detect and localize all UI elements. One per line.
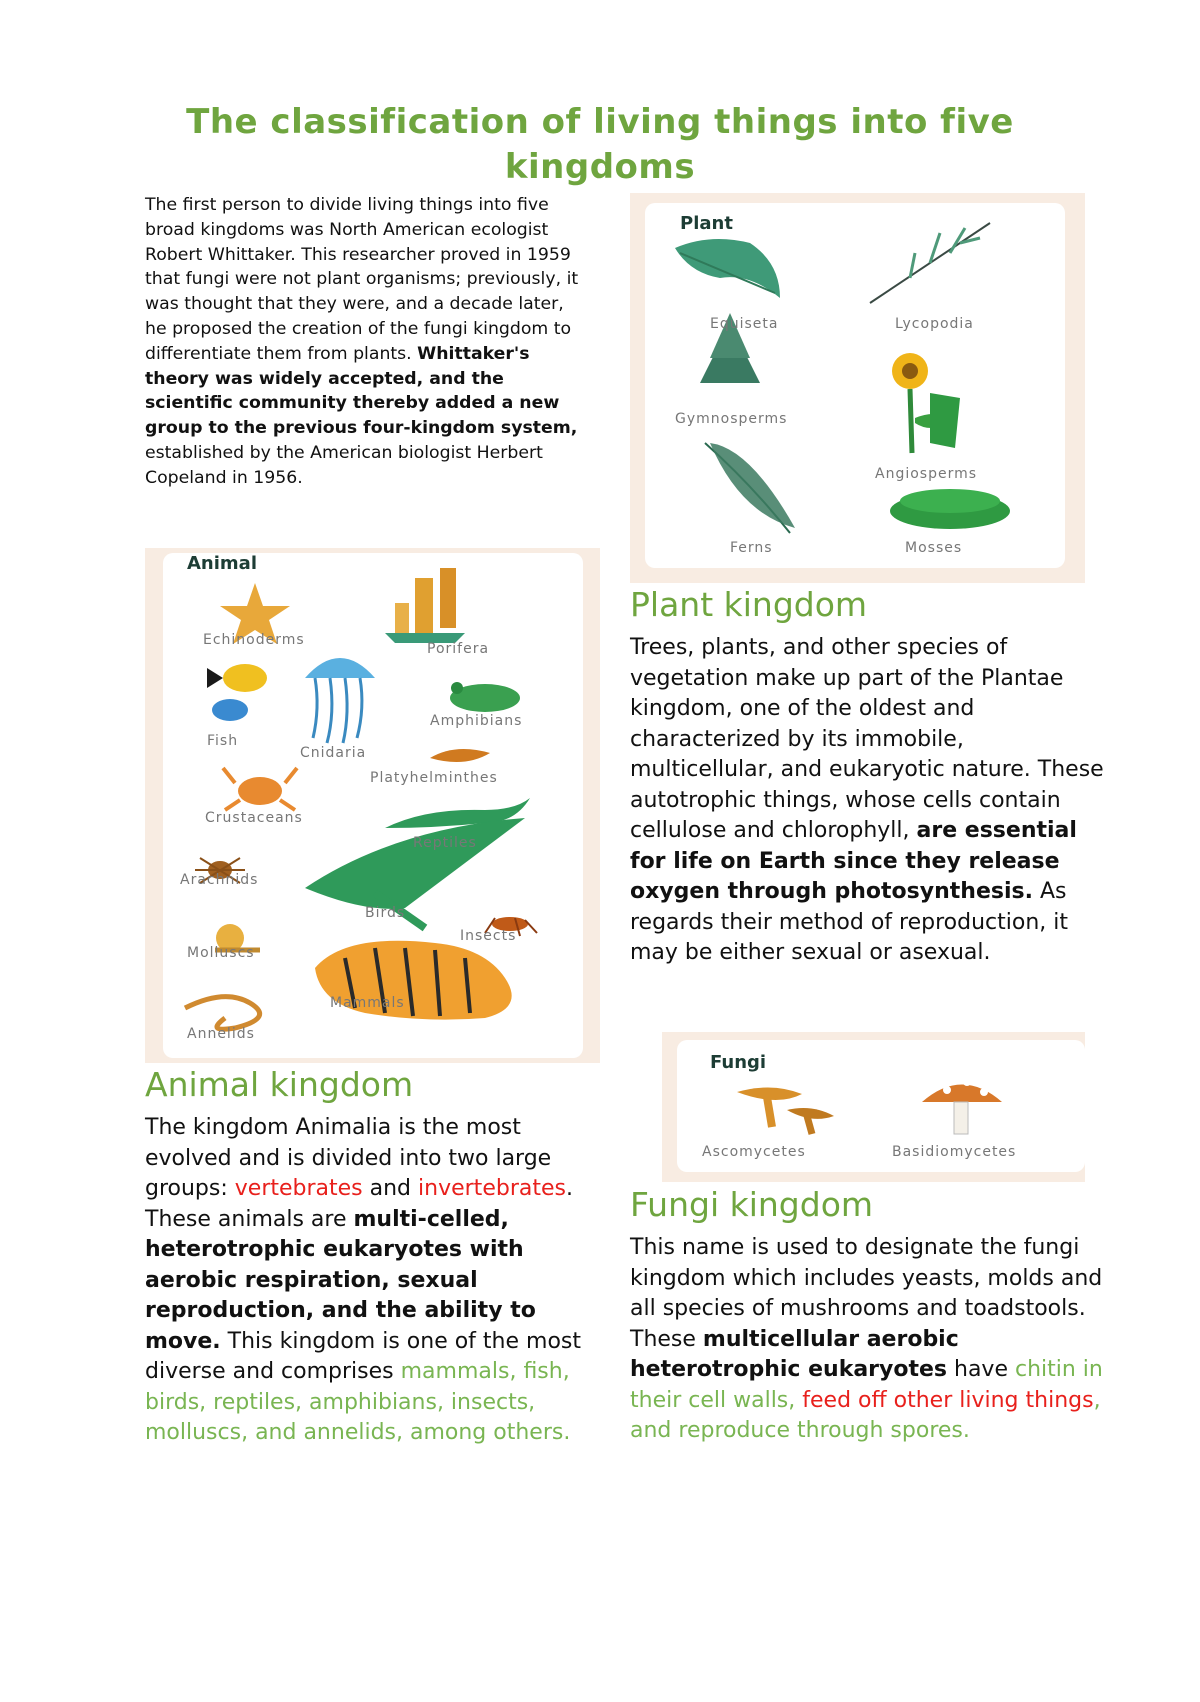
animal-bold-text: multi-celled, heterotrophic eukaryotes with aerobic respiration, sexual reproduction, and the ability to move. xyxy=(145,1206,536,1354)
animal-illustration xyxy=(145,548,600,1063)
fungi-text-1: This name is used to designate the fungi kingdom which includes yeasts, molds and all species of mushrooms and toadstools. These xyxy=(630,1235,1103,1352)
animal-caption-insects: Insects xyxy=(460,928,517,944)
animal-caption-porifera: Porifera xyxy=(427,641,490,657)
fungi-caption-ascomycetes: Ascomycetes xyxy=(702,1144,806,1160)
intro-bold-text: Whittaker's theory was widely accepted, and the scientific community thereby added a new group to the previous four-kingdom system, xyxy=(145,343,578,439)
animal-caption-reptiles: Reptiles xyxy=(413,835,477,851)
plant-illustration xyxy=(630,193,1085,583)
animal-text-3: . These animals are xyxy=(145,1176,573,1232)
fungi-illustration xyxy=(662,1032,1085,1182)
animal-caption-arachnids: Arachnids xyxy=(180,872,259,888)
sponge-icon xyxy=(385,568,465,643)
equiseta-icon xyxy=(675,239,780,298)
animal-caption-cnidaria: Cnidaria xyxy=(300,745,367,761)
plant-panel-label: Plant xyxy=(680,213,733,234)
animal-caption-echinoderms: Echinoderms xyxy=(203,632,305,648)
animal-caption-crustaceans: Crustaceans xyxy=(205,810,303,826)
jellyfish-icon xyxy=(305,658,375,743)
fungi-kingdom-heading: Fungi kingdom xyxy=(630,1185,874,1224)
fungi-caption-basidiomycetes: Basidiomycetes xyxy=(892,1144,1017,1160)
intro-text-2: established by the American biologist Herbert Copeland in 1956. xyxy=(145,442,543,488)
frog-icon xyxy=(450,682,520,712)
intro-text-1: The first person to divide living things into five broad kingdoms was North American ecologist Robert Whittaker. This researcher proved in 1959 that fungi were not plant organisms; previously, it was thought that they were, and a decade later, he proposed the creation of the fungi kingdom to differentiate them from plants. xyxy=(145,195,579,364)
ascomycetes-icon xyxy=(737,1087,834,1134)
plant-caption-gymnosperms: Gymnosperms xyxy=(675,411,788,427)
page-title: The classification of living things into five kingdoms xyxy=(186,102,1014,187)
fungi-text-2: have xyxy=(947,1357,1015,1382)
ferns-icon xyxy=(705,443,795,533)
animal-panel-label: Animal xyxy=(187,553,257,574)
animal-text-2: and xyxy=(362,1176,419,1201)
plant-text-2: As regards their method of reproduction, it may be either sexual or asexual. xyxy=(630,879,1068,965)
invertebrates-text: invertebrates xyxy=(418,1176,566,1201)
animal-illustration-art xyxy=(145,548,600,1063)
worm-icon xyxy=(185,997,260,1030)
plant-caption-mosses: Mosses xyxy=(905,540,963,556)
plant-caption-angiosperms: Angiosperms xyxy=(875,466,978,482)
lycopodia-icon xyxy=(870,223,990,303)
flatworm-icon xyxy=(430,749,490,762)
plant-caption-equiseta: Equiseta xyxy=(710,316,779,332)
spores-text: , and reproduce through spores. xyxy=(630,1387,1101,1443)
chitin-text: chitin in their cell walls, xyxy=(630,1357,1103,1413)
basidiomycetes-icon xyxy=(922,1078,1002,1134)
animal-text-1: The kingdom Animalia is the most evolved and is divided into two large groups: xyxy=(145,1115,552,1201)
plant-kingdom-heading: Plant kingdom xyxy=(630,585,868,624)
animal-caption-platyhelminthes: Platyhelminthes xyxy=(370,770,498,786)
animal-kingdom-heading: Animal kingdom xyxy=(145,1065,414,1104)
animal-caption-fish: Fish xyxy=(207,733,239,749)
animal-caption-birds: Birds xyxy=(365,905,406,921)
feed-text: feed off other living things xyxy=(802,1387,1094,1413)
fungi-bold-text: multicellular aerobic heterotrophic eukaryotes xyxy=(630,1326,959,1382)
mosses-icon xyxy=(890,489,1010,529)
vertebrates-text: vertebrates xyxy=(234,1176,363,1201)
fish-icon xyxy=(207,664,267,721)
angiosperms-icon xyxy=(892,353,960,453)
intro-paragraph xyxy=(145,193,580,491)
animal-groups-text: mammals, fish, birds, reptiles, amphibians, insects, molluscs, and annelids, among others. xyxy=(145,1359,571,1445)
fungi-panel-label: Fungi xyxy=(710,1052,767,1073)
plant-caption-ferns: Ferns xyxy=(730,540,773,556)
animal-caption-annelids: Annelids xyxy=(187,1026,255,1042)
animal-caption-amphibians: Amphibians xyxy=(430,713,523,729)
animal-text-4: This kingdom is one of the most diverse and comprises xyxy=(145,1328,581,1384)
animal-kingdom-text xyxy=(145,1113,585,1449)
animal-caption-molluscs: Molluscs xyxy=(187,945,255,961)
plant-bold-text: are essential for life on Earth since they release oxygen through photosynthesis. xyxy=(630,818,1077,904)
crab-icon xyxy=(223,768,297,810)
animal-caption-mammals: Mammals xyxy=(330,995,405,1011)
fungi-kingdom-text xyxy=(630,1233,1110,1447)
plant-illustration-art xyxy=(630,193,1085,583)
plant-kingdom-text xyxy=(630,633,1110,969)
plant-caption-lycopodia: Lycopodia xyxy=(895,316,974,332)
plant-text-1: Trees, plants, and other species of vegetation make up part of the Plantae kingdom, one of the oldest and characterized by its immobile, multicellular, and eukaryotic nature. These autotrophic things, whose cells contain cellulose and chlorophyll, xyxy=(630,635,1104,843)
